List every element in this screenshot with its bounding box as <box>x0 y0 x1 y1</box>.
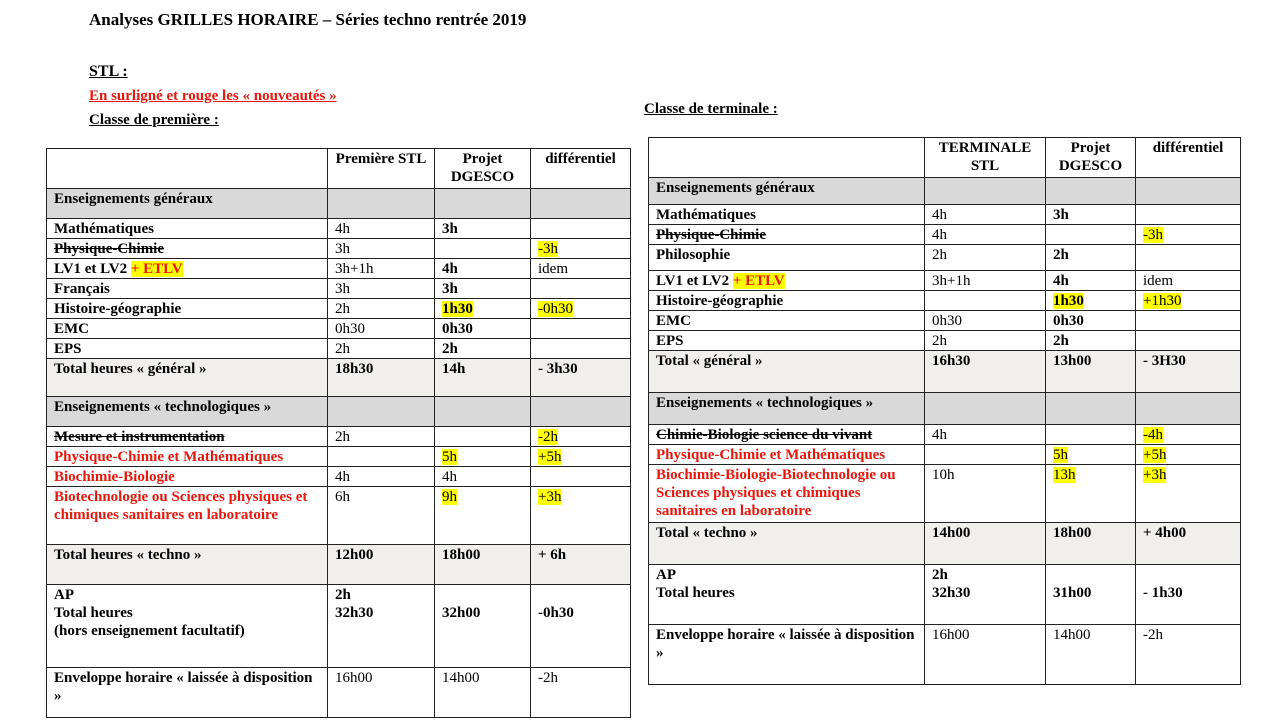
row-label-text: LV1 et LV2 <box>54 261 128 277</box>
cell-projet-text: 9h <box>442 489 457 505</box>
cell-current <box>328 447 435 467</box>
header-premiere-stl: Première STL <box>328 149 435 189</box>
section-label: Enseignements généraux <box>649 178 925 205</box>
cell-diff-text: -2h <box>538 429 558 445</box>
section-label: Enseignements « technologiques » <box>649 393 925 425</box>
cell-projet: 4h <box>435 259 531 279</box>
cell-projet-text: 13h <box>1053 467 1076 483</box>
ap-row <box>649 565 1241 625</box>
table-row <box>47 259 631 279</box>
cell-current: 4h <box>925 205 1046 225</box>
row-label: Physique-Chimie et Mathématiques <box>649 445 925 465</box>
total-label: Total « techno » <box>649 523 925 565</box>
ap-current <box>328 585 435 668</box>
enveloppe-diff: -2h <box>1136 625 1241 685</box>
cell-current: 2h <box>328 427 435 447</box>
stl-heading: STL : <box>89 63 128 80</box>
total-diff: - 3h30 <box>531 359 631 397</box>
cell-current: 0h30 <box>925 311 1046 331</box>
table-row <box>47 299 631 319</box>
header-terminale-stl: TERMINALE STL <box>925 138 1046 178</box>
cell-projet: 0h30 <box>1046 311 1136 331</box>
ap-hours: 2h <box>335 587 351 603</box>
header-empty <box>649 138 925 178</box>
row-label: Histoire-géographie <box>649 291 925 311</box>
cell-diff <box>1136 465 1241 523</box>
cell-diff <box>531 279 631 299</box>
terminale-table <box>648 137 1241 685</box>
cell-projet: 3h <box>1046 205 1136 225</box>
total-row <box>47 545 631 585</box>
table-row <box>47 239 631 259</box>
total-current: 14h00 <box>925 523 1046 565</box>
cell-current: 4h <box>925 225 1046 245</box>
total-row <box>649 351 1241 393</box>
table-row <box>47 467 631 487</box>
total-heures-line: Total heures <box>656 585 735 601</box>
total-current: 18h30 <box>328 359 435 397</box>
table-row <box>47 319 631 339</box>
cell-diff-text: +5h <box>538 449 562 465</box>
cell-diff <box>1136 245 1241 271</box>
row-label: Mathématiques <box>47 219 328 239</box>
cell-diff <box>1136 425 1241 445</box>
cell-projet-text: 1h30 <box>1053 293 1084 309</box>
total-diff: + 4h00 <box>1136 523 1241 565</box>
cell-projet: 3h <box>435 219 531 239</box>
cell-diff <box>531 427 631 447</box>
total-projet: 13h00 <box>1046 351 1136 393</box>
hors-facultatif-line: (hors enseignement facultatif) <box>54 623 245 639</box>
row-label: Mathématiques <box>649 205 925 225</box>
row-label: Physique-Chimie et Mathématiques <box>47 447 328 467</box>
cell-projet <box>435 487 531 545</box>
cell-projet: 4h <box>1046 271 1136 291</box>
cell-diff <box>531 299 631 319</box>
row-label: EMC <box>47 319 328 339</box>
table-row <box>649 331 1241 351</box>
row-label: Histoire-géographie <box>47 299 328 319</box>
ap-line: AP <box>54 587 74 603</box>
row-label-extra: + ETLV <box>130 261 183 277</box>
ap-hours: 2h <box>932 567 948 583</box>
row-label: Français <box>47 279 328 299</box>
header-differentiel: différentiel <box>531 149 631 189</box>
row-label: EPS <box>47 339 328 359</box>
enveloppe-diff: -2h <box>531 668 631 718</box>
cell-diff <box>1136 445 1241 465</box>
row-label <box>47 427 328 447</box>
row-label <box>649 271 925 291</box>
cell-projet <box>1046 425 1136 445</box>
section-row <box>649 393 1241 425</box>
total-diff: + 6h <box>531 545 631 585</box>
row-label-text: Physique-Chimie <box>656 227 767 243</box>
cell-diff: idem <box>1136 271 1241 291</box>
premiere-table <box>46 148 631 718</box>
section-label: Enseignements généraux <box>47 189 328 219</box>
table-row <box>47 427 631 447</box>
cell-current: 2h <box>925 331 1046 351</box>
enveloppe-row <box>649 625 1241 685</box>
total-row <box>649 523 1241 565</box>
section-row <box>649 178 1241 205</box>
row-label-extra: + ETLV <box>732 273 785 289</box>
header-row <box>47 149 631 189</box>
cell-diff <box>531 219 631 239</box>
cell-current: 3h+1h <box>925 271 1046 291</box>
enveloppe-row <box>47 668 631 718</box>
enveloppe-current: 16h00 <box>328 668 435 718</box>
cell-projet: 2h <box>1046 331 1136 351</box>
cell-current <box>925 291 1046 311</box>
total-current: 12h00 <box>328 545 435 585</box>
row-label-text: Chimie-Biologie science du vivant <box>656 427 873 443</box>
header-row <box>649 138 1241 178</box>
ap-projet <box>1046 565 1136 625</box>
row-label: Biochimie-Biologie-Biotechnologie ou Sciences physiques et chimiques sanitaires en laboratoire <box>649 465 925 523</box>
cell-projet <box>435 447 531 467</box>
total-hours: 32h30 <box>335 605 374 621</box>
cell-projet: 2h <box>435 339 531 359</box>
total-label: Total « général » <box>649 351 925 393</box>
cell-diff <box>1136 291 1241 311</box>
cell-diff-text: -0h30 <box>538 301 573 317</box>
ap-line: AP <box>656 567 676 583</box>
table-row <box>47 487 631 545</box>
enveloppe-label: Enveloppe horaire « laissée à disposition » <box>649 625 925 685</box>
total-projet-hours: 31h00 <box>1053 585 1092 601</box>
ap-projet <box>435 585 531 668</box>
cell-current: 3h <box>328 279 435 299</box>
cell-diff-text: +1h30 <box>1143 293 1182 309</box>
cell-diff-text: +5h <box>1143 447 1167 463</box>
cell-current: 0h30 <box>328 319 435 339</box>
total-projet-hours: 32h00 <box>442 605 481 621</box>
cell-diff <box>531 319 631 339</box>
total-heures-line: Total heures <box>54 605 133 621</box>
cell-projet <box>1046 291 1136 311</box>
section-row <box>47 189 631 219</box>
header-differentiel: différentiel <box>1136 138 1241 178</box>
section-label: Enseignements « technologiques » <box>47 397 328 427</box>
ap-label <box>649 565 925 625</box>
table-row <box>47 447 631 467</box>
cell-diff <box>531 239 631 259</box>
total-projet: 18h00 <box>435 545 531 585</box>
ap-diff <box>531 585 631 668</box>
cell-diff: idem <box>531 259 631 279</box>
row-label: Philosophie <box>649 245 925 271</box>
cell-projet <box>1046 445 1136 465</box>
table-row <box>649 311 1241 331</box>
table-row <box>649 291 1241 311</box>
ap-row <box>47 585 631 668</box>
table-row <box>47 279 631 299</box>
premiere-caption: Classe de première : <box>89 112 219 128</box>
total-projet: 18h00 <box>1046 523 1136 565</box>
row-label-text: LV1 et LV2 <box>656 273 730 289</box>
section-row <box>47 397 631 427</box>
row-label-text: Physique-Chimie <box>54 241 165 257</box>
table-row <box>649 271 1241 291</box>
header-projet-dgesco: Projet DGESCO <box>1046 138 1136 178</box>
cell-projet: 2h <box>1046 245 1136 271</box>
table-row <box>649 245 1241 271</box>
enveloppe-projet: 14h00 <box>1046 625 1136 685</box>
ap-current <box>925 565 1046 625</box>
cell-current: 10h <box>925 465 1046 523</box>
cell-current: 4h <box>328 219 435 239</box>
total-diff-hours: - 1h30 <box>1143 585 1183 601</box>
cell-diff-text: -3h <box>538 241 558 257</box>
cell-projet-text: 5h <box>442 449 457 465</box>
cell-current <box>925 445 1046 465</box>
total-hours: 32h30 <box>932 585 971 601</box>
header-projet-dgesco: Projet DGESCO <box>435 149 531 189</box>
total-diff: - 3H30 <box>1136 351 1241 393</box>
cell-projet <box>435 427 531 447</box>
row-label <box>47 239 328 259</box>
row-label: EMC <box>649 311 925 331</box>
table-row <box>47 219 631 239</box>
header-empty <box>47 149 328 189</box>
cell-projet <box>1046 465 1136 523</box>
ap-diff <box>1136 565 1241 625</box>
cell-current: 2h <box>328 339 435 359</box>
total-diff-hours: -0h30 <box>538 605 574 621</box>
cell-diff <box>1136 205 1241 225</box>
row-label: Biochimie-Biologie <box>47 467 328 487</box>
cell-current: 4h <box>925 425 1046 445</box>
row-label <box>649 425 925 445</box>
enveloppe-label: Enveloppe horaire « laissée à disposition » <box>47 668 328 718</box>
cell-diff <box>531 487 631 545</box>
row-label: Biotechnologie ou Sciences physiques et chimiques sanitaires en laboratoire <box>47 487 328 545</box>
table-row <box>649 445 1241 465</box>
legend-note: En surligné et rouge les « nouveautés » <box>89 88 337 104</box>
cell-projet-text: 1h30 <box>442 301 473 317</box>
cell-diff-text: +3h <box>1143 467 1167 483</box>
total-current: 16h30 <box>925 351 1046 393</box>
cell-diff-text: -3h <box>1143 227 1163 243</box>
cell-projet: 3h <box>435 279 531 299</box>
cell-projet: 4h <box>435 467 531 487</box>
cell-diff <box>1136 311 1241 331</box>
row-label <box>47 259 328 279</box>
enveloppe-projet: 14h00 <box>435 668 531 718</box>
cell-diff <box>1136 225 1241 245</box>
cell-projet-text: 5h <box>1053 447 1068 463</box>
cell-projet: 0h30 <box>435 319 531 339</box>
cell-diff <box>1136 331 1241 351</box>
cell-diff <box>531 339 631 359</box>
table-row <box>649 465 1241 523</box>
row-label <box>649 225 925 245</box>
cell-current: 3h+1h <box>328 259 435 279</box>
ap-label <box>47 585 328 668</box>
table-row <box>649 205 1241 225</box>
cell-projet <box>435 239 531 259</box>
row-label: EPS <box>649 331 925 351</box>
cell-current: 2h <box>328 299 435 319</box>
table-row <box>47 339 631 359</box>
total-label: Total heures « général » <box>47 359 328 397</box>
cell-current: 4h <box>328 467 435 487</box>
total-projet: 14h <box>435 359 531 397</box>
enveloppe-current: 16h00 <box>925 625 1046 685</box>
row-label-text: Mesure et instrumentation <box>54 429 225 445</box>
cell-projet <box>435 299 531 319</box>
cell-current: 2h <box>925 245 1046 271</box>
total-label: Total heures « techno » <box>47 545 328 585</box>
document-title: Analyses GRILLES HORAIRE – Séries techno rentrée 2019 <box>89 10 527 29</box>
total-row <box>47 359 631 397</box>
cell-diff-text: -4h <box>1143 427 1163 443</box>
cell-current: 3h <box>328 239 435 259</box>
terminale-caption: Classe de terminale : <box>644 101 778 117</box>
table-row <box>649 225 1241 245</box>
cell-current: 6h <box>328 487 435 545</box>
table-row <box>649 425 1241 445</box>
cell-diff <box>531 467 631 487</box>
cell-diff-text: +3h <box>538 489 562 505</box>
cell-projet <box>1046 225 1136 245</box>
cell-diff <box>531 447 631 467</box>
